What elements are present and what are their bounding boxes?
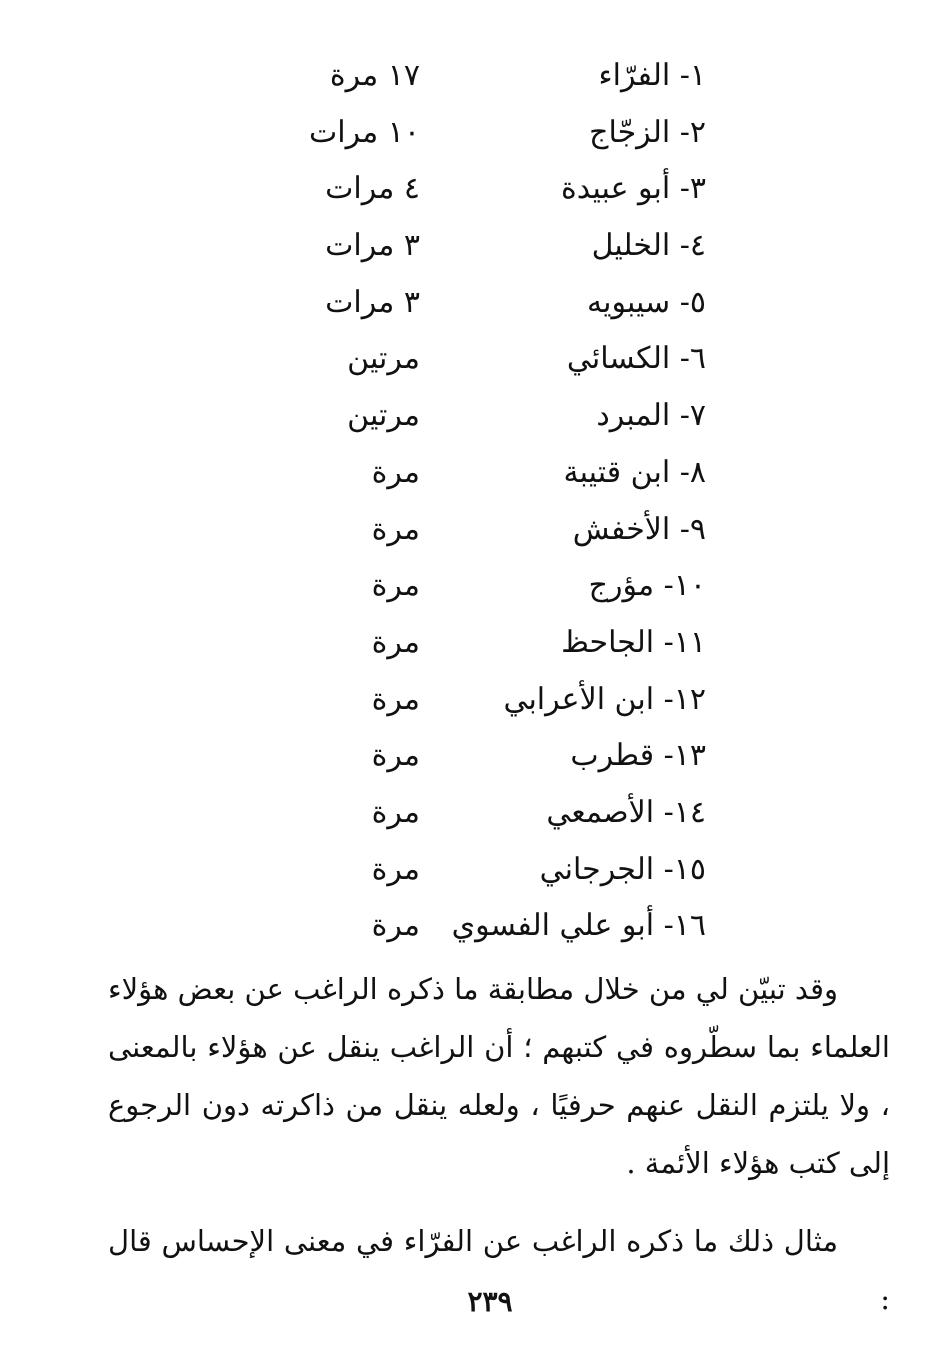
scholar-name: ١٢- ابن الأعرابي [503, 681, 706, 717]
body-paragraph: وقد تبيّن لي من خلال مطابقة ما ذكره الراغب عن بعض هؤلاء العلماء بما سطّروه في كتبهم ؛ أن الراغب ينقل عن هؤلاء بالمعنى ، ولا يلتزم النقل عنهم حرفيًا ، ولعله ينقل من ذاكرته دون الرجوع إلى كتب هؤلاء الأئمة . [108, 972, 890, 1180]
list-item [300, 502, 720, 559]
list-item [300, 672, 720, 729]
citation-count: مرة [371, 738, 420, 774]
citation-count: مرة [371, 908, 420, 944]
list-item [300, 388, 720, 445]
list-item [300, 331, 720, 388]
list-item [300, 615, 720, 672]
scholar-name: ٨- ابن قتيبة [563, 454, 706, 490]
citation-count: مرة [371, 851, 420, 887]
list-item [300, 48, 720, 105]
citation-count: ٣ مرات [325, 284, 420, 320]
citation-count: مرة [371, 568, 420, 604]
scholar-name: ١٣- قطرب [570, 738, 706, 774]
list-item [300, 105, 720, 162]
scholar-name: ١٤- الأصمعي [546, 794, 706, 830]
scholar-name: ٣- أبو عبيدة [561, 171, 706, 207]
citation-count: مرة [371, 794, 420, 830]
citation-count: ٤ مرات [325, 171, 420, 207]
citation-count: مرة [371, 511, 420, 547]
scholar-name: ٦- الكسائي [566, 341, 706, 377]
example-intro-paragraph: مثال ذلك ما ذكره الراغب عن الفرّاء في معنى الإحساس قال : [108, 1224, 890, 1316]
list-item [300, 842, 720, 899]
scholar-citation-list [300, 48, 720, 955]
list-item [300, 898, 720, 955]
scholar-name: ٤- الخليل [591, 228, 706, 264]
scholar-name: ١٦- أبو علي الفسوي [451, 908, 706, 944]
scholar-name: ٧- المبرد [596, 398, 706, 434]
citation-count: مرتين [347, 341, 420, 377]
scholar-name: ٥- سيبويه [587, 284, 706, 320]
list-item [300, 785, 720, 842]
citation-count: ١٧ مرة [329, 58, 420, 93]
citation-count: مرة [371, 681, 420, 717]
list-item [300, 445, 720, 502]
list-item [300, 558, 720, 615]
scholar-name: ١٥- الجرجاني [539, 851, 706, 887]
citation-count: ٣ مرات [325, 228, 420, 264]
scholar-name: ١١- الجاحظ [561, 624, 706, 660]
citation-count: ١٠ مرات [309, 114, 420, 150]
citation-count: مرة [371, 624, 420, 660]
scholar-name: ١٠- مؤرج [588, 568, 706, 604]
scholar-name: ٩- الأخفش [572, 511, 706, 547]
citation-count: مرتين [347, 398, 420, 434]
page-number: ٢٣٩ [467, 1285, 513, 1318]
list-item [300, 161, 720, 218]
citation-count: مرة [371, 454, 420, 490]
list-item [300, 218, 720, 275]
list-item [300, 275, 720, 332]
list-item [300, 728, 720, 785]
scholar-name: ٢- الزجّاج [589, 114, 706, 150]
scholar-name: ١- الفرّاء [598, 58, 706, 93]
